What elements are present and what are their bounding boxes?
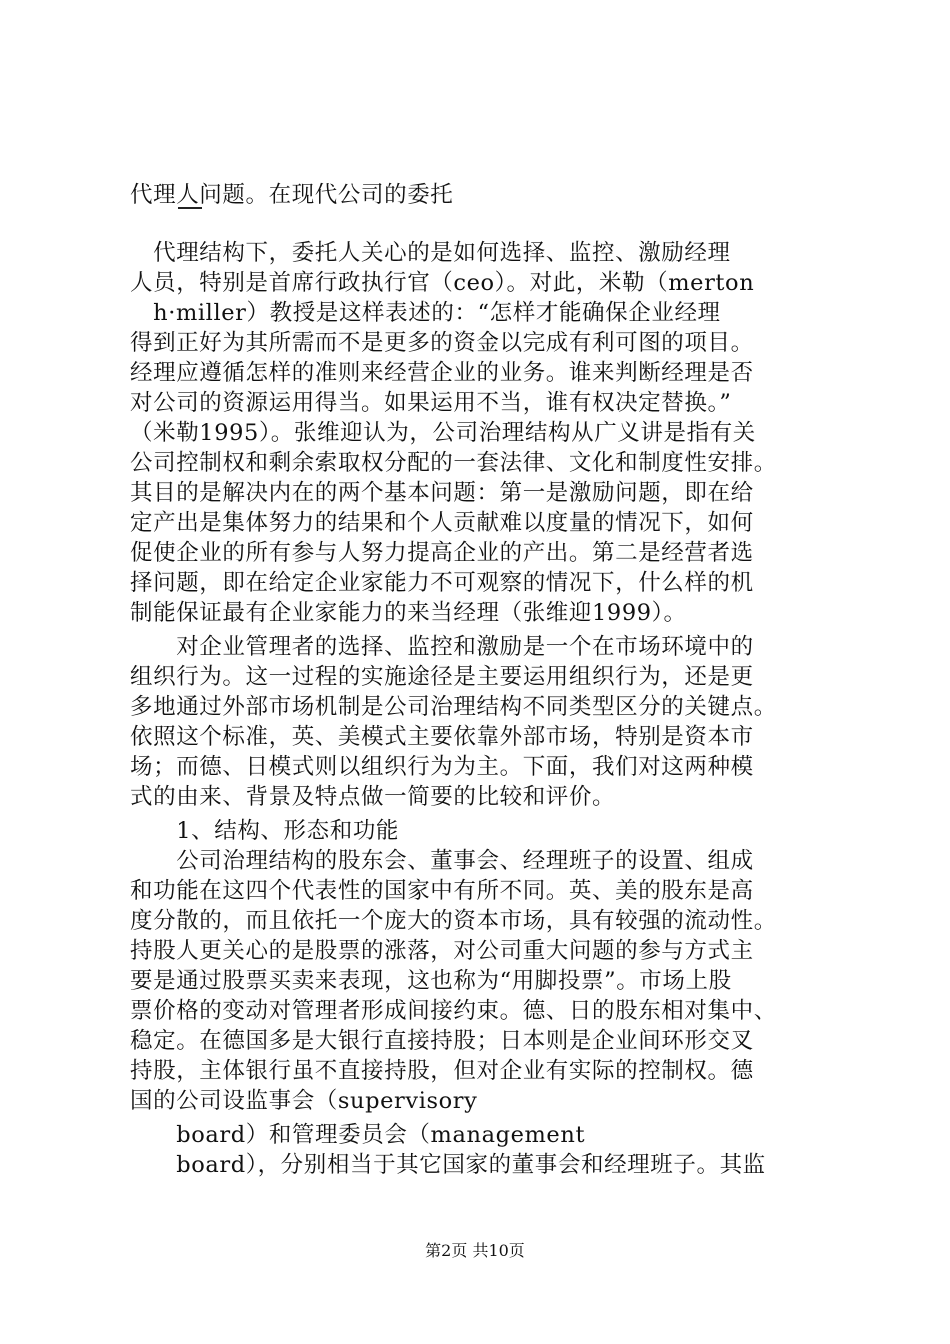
text-line: 票价格的变动对管理者形成间接约束。德、日的股东相对集中、 <box>130 998 777 1024</box>
text-line: 对企业管理者的选择、监控和激励是一个在市场环境中的 <box>130 634 754 660</box>
text-line: 要是通过股票买卖来表现，这也称为“用脚投票”。市场上股 <box>130 968 732 994</box>
text-line: 持股，主体银行虽不直接持股，但对企业有实际的控制权。德 <box>130 1058 754 1084</box>
text-line: board）和管理委员会（management <box>130 1122 586 1148</box>
text-line: （米勒1995）。张维迎认为，公司治理结构从广义讲是指有关 <box>130 420 756 446</box>
text-line: 式的由来、背景及特点做一简要的比较和评价。 <box>130 784 616 810</box>
text-line: 对公司的资源运用得当。如果运用不当，谁有权决定替换。” <box>130 390 732 416</box>
text-line: 经理应遵循怎样的准则来经营企业的业务。谁来判断经理是否 <box>130 360 754 386</box>
text-line: 度分散的，而且依托一个庞大的资本市场，具有较强的流动性。 <box>130 908 777 934</box>
text-line: 人员，特别是首席行政执行官（ceo）。对此，米勒（merton <box>130 270 755 296</box>
text-line: 得到正好为其所需而不是更多的资金以完成有利可图的项目。 <box>130 330 754 356</box>
text-line: 促使企业的所有参与人努力提高企业的产出。第二是经营者选 <box>130 540 754 566</box>
text-line: 1、结构、形态和功能 <box>130 818 400 844</box>
text-line: 代理结构下，委托人关心的是如何选择、监控、激励经理 <box>130 240 731 266</box>
text-line: 择问题，即在给定企业家能力不可观察的情况下，什么样的机 <box>130 570 754 596</box>
text-line: 场；而德、日模式则以组织行为为主。下面，我们对这两种模 <box>130 754 754 780</box>
text-line: 国的公司设监事会（supervisory <box>130 1088 478 1114</box>
page-footer: 第2页 共10页 <box>425 1241 525 1260</box>
text-line: 多地通过外部市场机制是公司治理结构不同类型区分的关键点。 <box>130 694 777 720</box>
text-line: 代理人问题。在现代公司的委托 <box>130 182 454 208</box>
text-line: 依照这个标准，英、美模式主要依靠外部市场，特别是资本市 <box>130 724 754 750</box>
text-line: 公司控制权和剩余索取权分配的一套法律、文化和制度性安排。 <box>130 450 777 476</box>
text-line: 公司治理结构的股东会、董事会、经理班子的设置、组成 <box>130 848 754 874</box>
text-line: 持股人更关心的是股票的涨落，对公司重大问题的参与方式主 <box>130 938 754 964</box>
text-line: 其目的是解决内在的两个基本问题：第一是激励问题，即在给 <box>130 480 754 506</box>
text-line: 制能保证最有企业家能力的来当经理（张维迎1999）。 <box>130 600 687 626</box>
text-line: board），分别相当于其它国家的董事会和经理班子。其监 <box>130 1152 766 1178</box>
text-line: 定产出是集体努力的结果和个人贡献难以度量的情况下，如何 <box>130 510 754 536</box>
text-line: 稳定。在德国多是大银行直接持股；日本则是企业间环形交叉 <box>130 1028 754 1054</box>
text-line: 和功能在这四个代表性的国家中有所不同。英、美的股东是高 <box>130 878 754 904</box>
text-line: 组织行为。这一过程的实施途径是主要运用组织行为，还是更 <box>130 664 754 690</box>
text-line: h·miller）教授是这样表述的：“怎样才能确保企业经理 <box>130 300 721 326</box>
